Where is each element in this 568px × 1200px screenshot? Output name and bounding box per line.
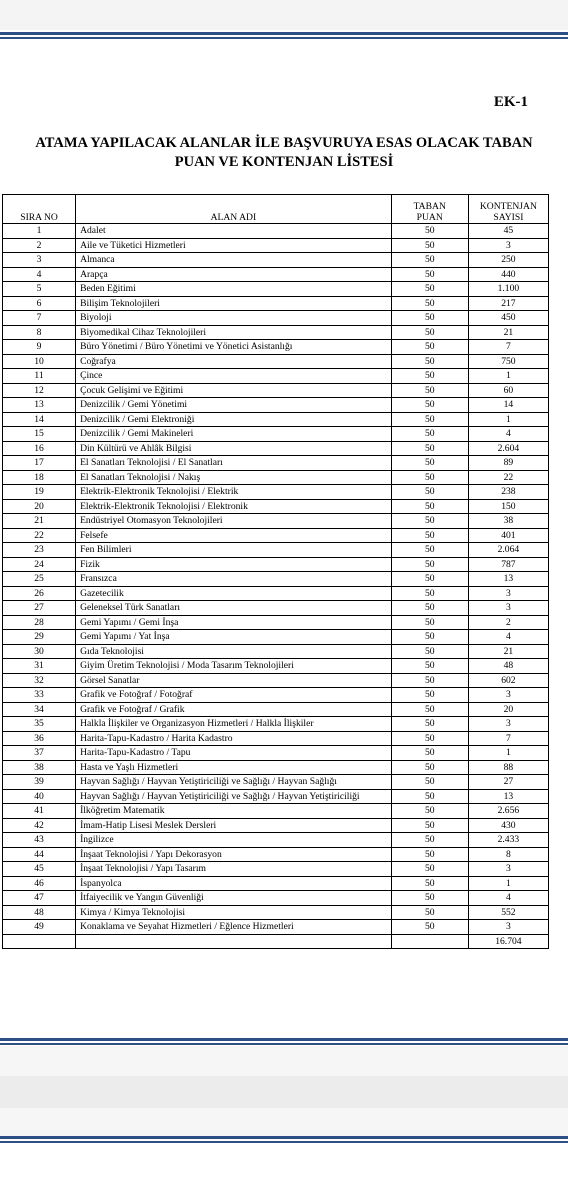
row-sira-no: 22	[3, 528, 76, 543]
table-row	[3, 267, 549, 282]
row-alan-adi: Gazetecilik	[76, 586, 392, 601]
row-kontenjan: 430	[468, 818, 548, 833]
row-taban-puan: 50	[391, 369, 468, 384]
header-sira-no: SIRA NO	[3, 195, 76, 224]
row-kontenjan: 14	[468, 398, 548, 413]
row-taban-puan: 50	[391, 354, 468, 369]
row-sira-no: 12	[3, 383, 76, 398]
table-row	[3, 688, 549, 703]
row-taban-puan: 50	[391, 804, 468, 819]
table-row	[3, 325, 549, 340]
row-alan-adi: Almanca	[76, 253, 392, 268]
row-kontenjan: 27	[468, 775, 548, 790]
row-alan-adi: Grafik ve Fotoğraf / Grafik	[76, 702, 392, 717]
row-kontenjan: 750	[468, 354, 548, 369]
table-row	[3, 456, 549, 471]
row-kontenjan: 1	[468, 876, 548, 891]
row-kontenjan: 45	[468, 224, 548, 239]
row-taban-puan: 50	[391, 717, 468, 732]
row-taban-puan: 50	[391, 818, 468, 833]
row-taban-puan: 50	[391, 499, 468, 514]
row-sira-no: 20	[3, 499, 76, 514]
row-taban-puan: 50	[391, 456, 468, 471]
row-alan-adi: Hayvan Sağlığı / Hayvan Yetiştiriciliği ve Sağlığı / Hayvan Sağlığı	[76, 775, 392, 790]
row-kontenjan: 2	[468, 615, 548, 630]
row-taban-puan: 50	[391, 427, 468, 442]
lower-rule	[0, 1136, 568, 1139]
row-alan-adi: Fen Bilimleri	[76, 543, 392, 558]
row-taban-puan: 50	[391, 282, 468, 297]
header-kontenjan-text: KONTENJAN SAYISI	[479, 201, 537, 223]
row-kontenjan: 7	[468, 731, 548, 746]
row-kontenjan: 787	[468, 557, 548, 572]
row-kontenjan: 602	[468, 673, 548, 688]
table-row	[3, 282, 549, 297]
row-taban-puan: 50	[391, 441, 468, 456]
row-alan-adi: Çocuk Gelişimi ve Eğitimi	[76, 383, 392, 398]
row-alan-adi: Felsefe	[76, 528, 392, 543]
table-row	[3, 514, 549, 529]
row-sira-no: 19	[3, 485, 76, 500]
top-band	[0, 0, 568, 30]
table-row	[3, 876, 549, 891]
header-kontenjan	[468, 195, 548, 224]
row-sira-no: 11	[3, 369, 76, 384]
row-taban-puan: 50	[391, 847, 468, 862]
table-row	[3, 441, 549, 456]
table-body	[3, 224, 549, 935]
row-taban-puan: 50	[391, 833, 468, 848]
row-kontenjan: 401	[468, 528, 548, 543]
row-sira-no: 40	[3, 789, 76, 804]
row-alan-adi: Arapça	[76, 267, 392, 282]
row-sira-no: 9	[3, 340, 76, 355]
lower-rule-thin	[0, 1141, 568, 1143]
row-taban-puan: 50	[391, 862, 468, 877]
table-row	[3, 253, 549, 268]
row-alan-adi: Beden Eğitimi	[76, 282, 392, 297]
row-sira-no: 32	[3, 673, 76, 688]
total-empty-name	[76, 934, 392, 949]
row-alan-adi: Gıda Teknolojisi	[76, 644, 392, 659]
row-sira-no: 30	[3, 644, 76, 659]
row-alan-adi: İtfaiyecilik ve Yangın Güvenliği	[76, 891, 392, 906]
row-kontenjan: 3	[468, 688, 548, 703]
row-alan-adi: İlköğretim Matematik	[76, 804, 392, 819]
row-kontenjan: 2.656	[468, 804, 548, 819]
row-alan-adi: Geleneksel Türk Sanatları	[76, 601, 392, 616]
row-sira-no: 25	[3, 572, 76, 587]
table-row	[3, 586, 549, 601]
row-kontenjan: 21	[468, 644, 548, 659]
document-title	[0, 134, 568, 172]
total-empty-taban	[391, 934, 468, 949]
row-alan-adi: Giyim Üretim Teknolojisi / Moda Tasarım Teknolojileri	[76, 659, 392, 674]
row-taban-puan: 50	[391, 615, 468, 630]
row-kontenjan: 8	[468, 847, 548, 862]
table-row	[3, 340, 549, 355]
row-alan-adi: Hasta ve Yaşlı Hizmetleri	[76, 760, 392, 775]
row-alan-adi: Aile ve Tüketici Hizmetleri	[76, 238, 392, 253]
row-alan-adi: Fizik	[76, 557, 392, 572]
bottom-rule	[0, 1038, 568, 1041]
row-taban-puan: 50	[391, 253, 468, 268]
top-rule-thin	[0, 37, 568, 39]
table-row	[3, 920, 549, 935]
row-kontenjan: 3	[468, 586, 548, 601]
total-empty-no	[3, 934, 76, 949]
table-header-row	[3, 195, 549, 224]
row-alan-adi: İngilizce	[76, 833, 392, 848]
table-row	[3, 630, 549, 645]
table-row	[3, 311, 549, 326]
table-row	[3, 412, 549, 427]
row-sira-no: 17	[3, 456, 76, 471]
row-sira-no: 28	[3, 615, 76, 630]
row-kontenjan: 48	[468, 659, 548, 674]
row-kontenjan: 13	[468, 572, 548, 587]
row-taban-puan: 50	[391, 412, 468, 427]
annex-label: EK-1	[493, 94, 528, 110]
row-alan-adi: El Sanatları Teknolojisi / Nakış	[76, 470, 392, 485]
table-row	[3, 760, 549, 775]
row-sira-no: 18	[3, 470, 76, 485]
row-kontenjan: 88	[468, 760, 548, 775]
table-row	[3, 818, 549, 833]
row-sira-no: 31	[3, 659, 76, 674]
row-sira-no: 24	[3, 557, 76, 572]
row-kontenjan: 450	[468, 311, 548, 326]
row-taban-puan: 50	[391, 673, 468, 688]
row-sira-no: 13	[3, 398, 76, 413]
row-sira-no: 38	[3, 760, 76, 775]
row-sira-no: 27	[3, 601, 76, 616]
table-row	[3, 847, 549, 862]
table-total-row	[3, 934, 549, 949]
table-row	[3, 731, 549, 746]
table-row	[3, 543, 549, 558]
row-kontenjan: 440	[468, 267, 548, 282]
title-line-2: PUAN VE KONTENJAN LİSTESİ	[174, 154, 394, 170]
table-row	[3, 572, 549, 587]
row-alan-adi: Adalet	[76, 224, 392, 239]
row-taban-puan: 50	[391, 267, 468, 282]
row-alan-adi: Görsel Sanatlar	[76, 673, 392, 688]
row-alan-adi: Kimya / Kimya Teknolojisi	[76, 905, 392, 920]
row-taban-puan: 50	[391, 470, 468, 485]
table-row	[3, 238, 549, 253]
row-kontenjan: 4	[468, 891, 548, 906]
row-alan-adi: Denizcilik / Gemi Makineleri	[76, 427, 392, 442]
table-row	[3, 775, 549, 790]
row-sira-no: 35	[3, 717, 76, 732]
table-row	[3, 601, 549, 616]
table-row	[3, 557, 549, 572]
row-kontenjan: 4	[468, 427, 548, 442]
row-kontenjan: 13	[468, 789, 548, 804]
row-taban-puan: 50	[391, 398, 468, 413]
row-taban-puan: 50	[391, 340, 468, 355]
row-sira-no: 26	[3, 586, 76, 601]
bottom-rule-thin	[0, 1043, 568, 1045]
row-kontenjan: 60	[468, 383, 548, 398]
table-row	[3, 891, 549, 906]
row-taban-puan: 50	[391, 586, 468, 601]
row-alan-adi: Gemi Yapımı / Yat İnşa	[76, 630, 392, 645]
table-row	[3, 528, 549, 543]
row-sira-no: 16	[3, 441, 76, 456]
row-taban-puan: 50	[391, 731, 468, 746]
row-taban-puan: 50	[391, 659, 468, 674]
row-sira-no: 29	[3, 630, 76, 645]
row-sira-no: 34	[3, 702, 76, 717]
row-kontenjan: 3	[468, 238, 548, 253]
row-taban-puan: 50	[391, 876, 468, 891]
row-sira-no: 23	[3, 543, 76, 558]
row-kontenjan: 89	[468, 456, 548, 471]
row-sira-no: 48	[3, 905, 76, 920]
table-row	[3, 383, 549, 398]
row-alan-adi: İnşaat Teknolojisi / Yapı Tasarım	[76, 862, 392, 877]
header-alan-adi: ALAN ADI	[76, 195, 392, 224]
row-sira-no: 45	[3, 862, 76, 877]
row-sira-no: 37	[3, 746, 76, 761]
row-sira-no: 43	[3, 833, 76, 848]
table-row	[3, 369, 549, 384]
row-kontenjan: 7	[468, 340, 548, 355]
row-taban-puan: 50	[391, 891, 468, 906]
row-alan-adi: Endüstriyel Otomasyon Teknolojileri	[76, 514, 392, 529]
row-kontenjan: 1	[468, 369, 548, 384]
row-sira-no: 4	[3, 267, 76, 282]
row-taban-puan: 50	[391, 920, 468, 935]
row-alan-adi: Din Kültürü ve Ahlâk Bilgisi	[76, 441, 392, 456]
row-kontenjan: 250	[468, 253, 548, 268]
table-row	[3, 499, 549, 514]
table-row	[3, 398, 549, 413]
row-sira-no: 14	[3, 412, 76, 427]
table-row	[3, 746, 549, 761]
row-kontenjan: 21	[468, 325, 548, 340]
row-taban-puan: 50	[391, 514, 468, 529]
row-alan-adi: Biyoloji	[76, 311, 392, 326]
row-alan-adi: Denizcilik / Gemi Elektroniği	[76, 412, 392, 427]
row-taban-puan: 50	[391, 543, 468, 558]
row-kontenjan: 2.604	[468, 441, 548, 456]
table-row	[3, 644, 549, 659]
row-taban-puan: 50	[391, 702, 468, 717]
row-kontenjan: 1	[468, 746, 548, 761]
row-sira-no: 33	[3, 688, 76, 703]
table-row	[3, 470, 549, 485]
table-row	[3, 702, 549, 717]
row-taban-puan: 50	[391, 775, 468, 790]
row-taban-puan: 50	[391, 688, 468, 703]
row-taban-puan: 50	[391, 760, 468, 775]
row-kontenjan: 1	[468, 412, 548, 427]
row-kontenjan: 1.100	[468, 282, 548, 297]
row-taban-puan: 50	[391, 905, 468, 920]
row-alan-adi: Coğrafya	[76, 354, 392, 369]
table-row	[3, 717, 549, 732]
row-alan-adi: Çince	[76, 369, 392, 384]
row-taban-puan: 50	[391, 746, 468, 761]
row-alan-adi: Grafik ve Fotoğraf / Fotoğraf	[76, 688, 392, 703]
table-row	[3, 789, 549, 804]
row-alan-adi: Elektrik-Elektronik Teknolojisi / Elektrik	[76, 485, 392, 500]
row-sira-no: 2	[3, 238, 76, 253]
row-alan-adi: İspanyolca	[76, 876, 392, 891]
quota-table	[2, 194, 549, 949]
row-taban-puan: 50	[391, 630, 468, 645]
row-taban-puan: 50	[391, 789, 468, 804]
row-sira-no: 41	[3, 804, 76, 819]
row-sira-no: 36	[3, 731, 76, 746]
row-alan-adi: Hayvan Sağlığı / Hayvan Yetiştiriciliği ve Sağlığı / Hayvan Yetiştiriciliği	[76, 789, 392, 804]
row-alan-adi: Halkla İlişkiler ve Organizasyon Hizmetleri / Halkla İlişkiler	[76, 717, 392, 732]
screen-gap-shade	[0, 1076, 568, 1108]
table-row	[3, 862, 549, 877]
top-rule	[0, 32, 568, 35]
row-sira-no: 15	[3, 427, 76, 442]
row-sira-no: 39	[3, 775, 76, 790]
row-alan-adi: Gemi Yapımı / Gemi İnşa	[76, 615, 392, 630]
row-alan-adi: Harita-Tapu-Kadastro / Tapu	[76, 746, 392, 761]
table-row	[3, 296, 549, 311]
table-row	[3, 673, 549, 688]
row-alan-adi: Harita-Tapu-Kadastro / Harita Kadastro	[76, 731, 392, 746]
row-taban-puan: 50	[391, 601, 468, 616]
row-taban-puan: 50	[391, 485, 468, 500]
table-row	[3, 615, 549, 630]
header-taban-puan	[391, 195, 468, 224]
row-taban-puan: 50	[391, 325, 468, 340]
row-taban-puan: 50	[391, 557, 468, 572]
row-kontenjan: 552	[468, 905, 548, 920]
table-row	[3, 659, 549, 674]
row-sira-no: 47	[3, 891, 76, 906]
row-sira-no: 3	[3, 253, 76, 268]
row-taban-puan: 50	[391, 238, 468, 253]
row-alan-adi: Bilişim Teknolojileri	[76, 296, 392, 311]
table-row	[3, 485, 549, 500]
row-alan-adi: Denizcilik / Gemi Yönetimi	[76, 398, 392, 413]
row-sira-no: 6	[3, 296, 76, 311]
row-alan-adi: İnşaat Teknolojisi / Yapı Dekorasyon	[76, 847, 392, 862]
row-kontenjan: 2.064	[468, 543, 548, 558]
row-alan-adi: Biyomedikal Cihaz Teknolojileri	[76, 325, 392, 340]
row-taban-puan: 50	[391, 311, 468, 326]
row-kontenjan: 217	[468, 296, 548, 311]
row-kontenjan: 22	[468, 470, 548, 485]
header-taban-puan-text: TABAN PUAN	[413, 201, 446, 223]
table-row	[3, 833, 549, 848]
row-sira-no: 7	[3, 311, 76, 326]
total-kontenjan: 16.704	[468, 934, 548, 949]
row-alan-adi: İmam-Hatip Lisesi Meslek Dersleri	[76, 818, 392, 833]
table-row	[3, 905, 549, 920]
row-kontenjan: 20	[468, 702, 548, 717]
table-row	[3, 427, 549, 442]
row-sira-no: 21	[3, 514, 76, 529]
bottom-page	[0, 1150, 568, 1200]
row-alan-adi: Konaklama ve Seyahat Hizmetleri / Eğlence Hizmetleri	[76, 920, 392, 935]
row-kontenjan: 150	[468, 499, 548, 514]
row-kontenjan: 238	[468, 485, 548, 500]
row-alan-adi: El Sanatları Teknolojisi / El Sanatları	[76, 456, 392, 471]
row-taban-puan: 50	[391, 528, 468, 543]
row-sira-no: 42	[3, 818, 76, 833]
table-row	[3, 804, 549, 819]
row-taban-puan: 50	[391, 224, 468, 239]
row-alan-adi: Fransızca	[76, 572, 392, 587]
row-alan-adi: Elektrik-Elektronik Teknolojisi / Elektronik	[76, 499, 392, 514]
row-kontenjan: 3	[468, 862, 548, 877]
row-kontenjan: 4	[468, 630, 548, 645]
row-taban-puan: 50	[391, 296, 468, 311]
row-sira-no: 1	[3, 224, 76, 239]
row-kontenjan: 3	[468, 920, 548, 935]
row-sira-no: 8	[3, 325, 76, 340]
row-kontenjan: 2.433	[468, 833, 548, 848]
row-kontenjan: 38	[468, 514, 548, 529]
row-sira-no: 44	[3, 847, 76, 862]
row-kontenjan: 3	[468, 717, 548, 732]
title-line-1: ATAMA YAPILACAK ALANLAR İLE BAŞVURUYA ESAS OLACAK TABAN	[35, 135, 533, 151]
table-row	[3, 224, 549, 239]
row-sira-no: 46	[3, 876, 76, 891]
row-sira-no: 49	[3, 920, 76, 935]
row-sira-no: 5	[3, 282, 76, 297]
row-kontenjan: 3	[468, 601, 548, 616]
row-taban-puan: 50	[391, 572, 468, 587]
row-alan-adi: Büro Yönetimi / Büro Yönetimi ve Yönetici Asistanlığı	[76, 340, 392, 355]
table-row	[3, 354, 549, 369]
row-sira-no: 10	[3, 354, 76, 369]
row-taban-puan: 50	[391, 383, 468, 398]
row-taban-puan: 50	[391, 644, 468, 659]
